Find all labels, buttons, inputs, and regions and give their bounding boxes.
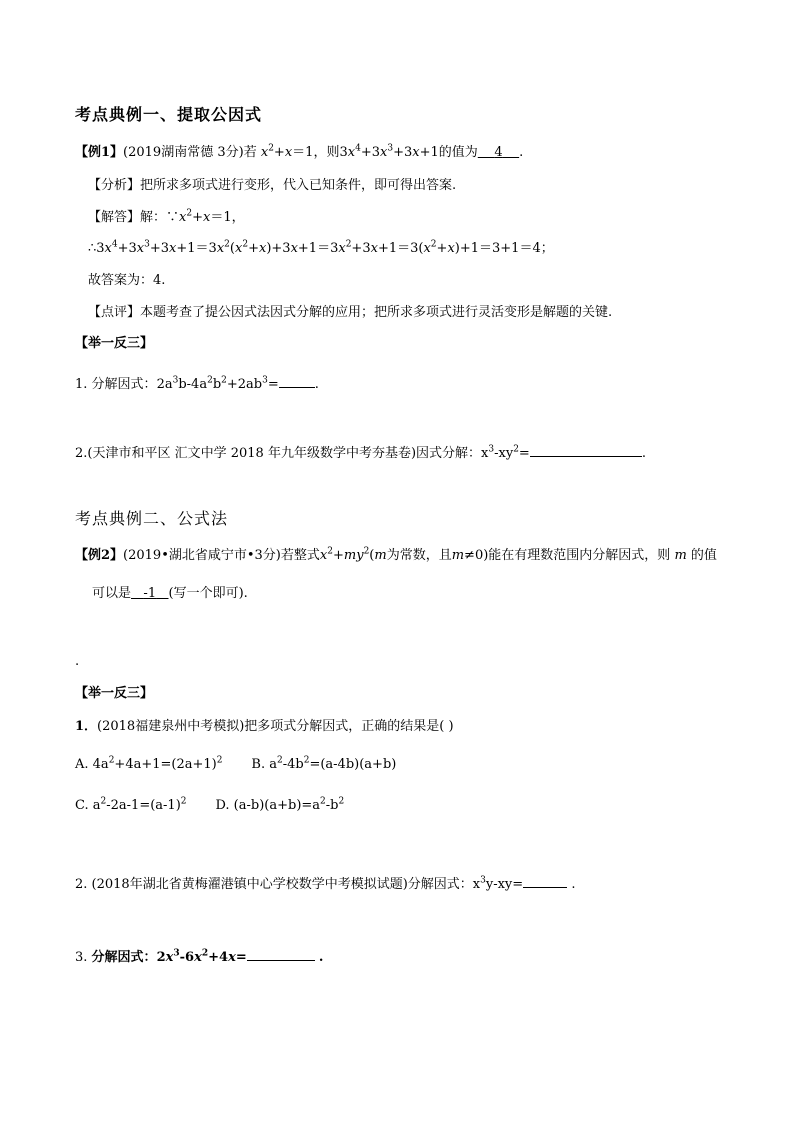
analysis-line [88,177,456,195]
solution-line: 【解答】解：$\because x^2+x=1$， [88,208,245,225]
option-c[interactable]: C. $a^2-2a-1=(a-1)^2$ [75,796,187,813]
solution-derivation: $\therefore 3x^4+3x^3+3x+1=3x^2(x^2+x)+3x+1=3x^2+3x+1=3(x^2+x)+1=3+1=4$； [88,239,554,256]
comment-text: 本题考查了提公因式法因式分解的应用；把所求多项式进行灵活变形是解题的关键. [140,305,613,320]
practice2-q1-options-ab [75,756,396,774]
example2-line2: 可以是 -1 (写一个即可). [92,586,248,601]
solution-given: $x^2+x=1$， [179,208,245,225]
option-d[interactable]: D. $(a-b)(a+b)=a^2-b^2$ [215,796,345,813]
practice2-q2-expression: $x^3y-xy=$ [472,875,524,892]
analysis-text: 把所求多项式进行变形，代入已知条件，即可得出答案. [140,178,457,193]
solution-tag: 【解答】 [88,210,141,225]
example1-condition: $x^2+x=1$ [260,143,314,160]
analysis-tag: 【分析】 [88,178,141,193]
example1-answer: 4 [494,145,503,160]
practice1-q2: 2.(天津市和平区 汇文中学 2018 年九年级数学中考夯基卷)因式分解：$x^3-xy^2=$ . [75,442,646,463]
example2-source: (2019•湖北省咸宁市•3分) [123,548,281,563]
example2-expression: $x^2+my^2$ [319,546,370,563]
option-a[interactable]: A. $4a^2+4a+1=(2a+1)^2$ [75,755,223,772]
example2-answer: -1 [143,586,157,601]
answer-blank[interactable] [247,946,315,961]
practice2-title: 【举一反三】 [75,686,154,701]
practice2-q3: 3. 分解因式：$2x^3-6x^2+4x=$ . [75,946,323,967]
answer-blank[interactable] [523,873,567,888]
example1-line: 【例1】(2019湖南常德 3分)若 $x^2+x=1$，则$3x^4+3x^3+3x+1$的值为 4 . [75,143,524,160]
practice1-q1: 1. 分解因式：$2a^3b-4a^2b^2+2ab^3=$ . [75,373,319,394]
example2-tag: 【例2】 [75,548,124,563]
answer-blank[interactable] [279,373,315,388]
stray-dot: . [75,654,80,669]
comment-line [88,304,612,322]
practice2-q2: 2. (2018年湖北省黄梅濯港镇中心学校数学中考模拟试题)分解因式：$x^3y-xy=$ . [75,873,575,894]
option-b[interactable]: B. $a^2-4b^2=(a-4b)(a+b)$ [251,755,397,772]
comment-tag: 【点评】 [88,305,141,320]
answer-blank[interactable] [530,442,642,457]
practice1-q1-expression: $2a^3b-4a^2b^2+2ab^3=$ [156,375,279,392]
practice1-title: 【举一反三】 [75,336,154,351]
example1-source: (2019湖南常德 3分) [123,145,244,160]
practice2-q1: 1．(2018福建泉州中考模拟)把多项式分解因式，正确的结果是( ) [75,719,454,734]
example1-expression: $3x^4+3x^3+3x+1$ [339,143,439,160]
section2-title: 考点典例二、公式法 [75,509,229,528]
example1-tag: 【例1】 [75,145,124,160]
section1-title: 考点典例一、提取公因式 [75,105,263,124]
example2-line: 【例2】(2019•湖北省咸宁市•3分)若整式$x^2+my^2(m$为常数，且m≠0)能在有理数范围内分解因式，则 m 的值 [75,546,717,563]
practice1-q2-expression: $x^3-xy^2=$ [481,444,530,461]
conclusion: 故答案为：4. [88,273,166,288]
practice2-q1-options-cd [75,797,344,815]
practice2-q3-expression: $2x^3-6x^2+4x=$ [156,948,247,965]
